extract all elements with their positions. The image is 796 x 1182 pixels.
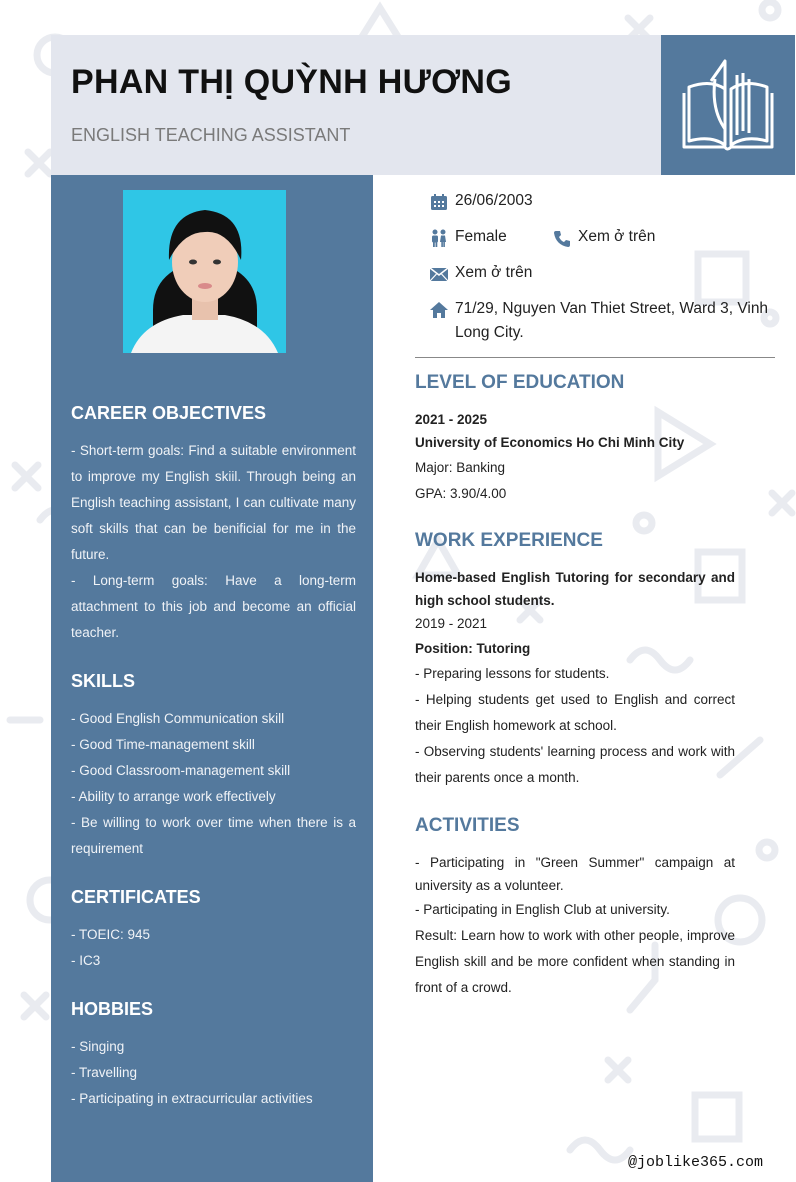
section-heading: CAREER OBJECTIVES xyxy=(71,403,267,423)
phone-icon xyxy=(552,229,572,249)
divider xyxy=(415,357,775,358)
work-heading: WORK EXPERIENCE xyxy=(415,530,603,551)
logo-box xyxy=(661,35,795,175)
career-text: - Short-term goals: Find a suitable environment to improve my English skiil. Through being an English teaching assistant, I can cultivate many soft skills that can be benificial for me in the future. xyxy=(71,443,356,562)
gender-icon xyxy=(429,228,449,248)
home-icon xyxy=(429,300,449,320)
header xyxy=(51,35,661,175)
work-title: Home-based English Tutoring for secondary and high school students. xyxy=(415,570,735,608)
list-item: - Participating in English Club at university. xyxy=(415,902,670,917)
list-item: - Travelling xyxy=(71,1065,138,1080)
education-heading: LEVEL OF EDUCATION xyxy=(415,372,625,393)
email-icon xyxy=(429,264,449,284)
section-heading: SKILLS xyxy=(71,671,136,691)
list-item: - Ability to arrange work effectively xyxy=(71,789,276,804)
education-block xyxy=(415,408,735,505)
profile-photo xyxy=(123,190,286,353)
calendar-icon xyxy=(429,192,449,212)
list-item: Result: Learn how to work with other people, improve English skill and be more confident when standing in front of a crowd. xyxy=(415,928,735,995)
hobbies-section xyxy=(71,999,356,1112)
education-years: 2021 - 2025 xyxy=(415,412,488,427)
activities-block xyxy=(415,851,735,1001)
school-name: University of Economics Ho Chi Minh City xyxy=(415,435,685,450)
list-item: - Helping students get used to English and correct their English homework at school. xyxy=(415,692,735,733)
activities-heading: ACTIVITIES xyxy=(415,815,520,836)
work-position: Position: Tutoring xyxy=(415,641,531,656)
list-item: - Be willing to work over time when there is a requirement xyxy=(71,815,356,856)
career-text: - Long-term goals: Have a long-term attachment to this job and become an official teacher. xyxy=(71,573,356,640)
certificates-section xyxy=(71,887,356,974)
sidebar xyxy=(51,175,373,1182)
list-item: - Observing students' learning process and work with their parents once a month. xyxy=(415,744,735,785)
watermark: @joblike365.com xyxy=(627,1154,763,1171)
skills-section xyxy=(71,671,356,862)
email: Xem ở trên xyxy=(455,264,533,281)
list-item: - Singing xyxy=(71,1039,125,1054)
career-objectives-section xyxy=(71,403,356,646)
list-item: - Good Classroom-management skill xyxy=(71,763,291,778)
list-item: - Good English Communication skill xyxy=(71,711,285,726)
list-item: - Participating in extracurricular activities xyxy=(71,1091,313,1106)
list-item: - Preparing lessons for students. xyxy=(415,666,610,681)
section-heading: HOBBIES xyxy=(71,999,154,1019)
phone: Xem ở trên xyxy=(578,228,656,245)
gender: Female xyxy=(455,228,507,245)
work-block xyxy=(415,566,735,791)
gpa: GPA: 3.90/4.00 xyxy=(415,486,507,501)
job-title: ENGLISH TEACHING ASSISTANT xyxy=(71,125,351,145)
list-item: - Participating in "Green Summer" campaign at university as a volunteer. xyxy=(415,855,735,893)
address: 71/29, Nguyen Van Thiet Street, Ward 3, Vinh Long City. xyxy=(455,300,769,341)
candidate-name: PHAN THỊ QUỲNH HƯƠNG xyxy=(71,63,512,101)
list-item: - Good Time-management skill xyxy=(71,737,255,752)
list-item: - IC3 xyxy=(71,953,101,968)
open-book-icon xyxy=(681,59,775,153)
list-item: - TOEIC: 945 xyxy=(71,927,151,942)
birthday: 26/06/2003 xyxy=(455,192,533,209)
major: Major: Banking xyxy=(415,460,506,475)
work-years: 2019 - 2021 xyxy=(415,616,488,631)
section-heading: CERTIFICATES xyxy=(71,887,201,907)
